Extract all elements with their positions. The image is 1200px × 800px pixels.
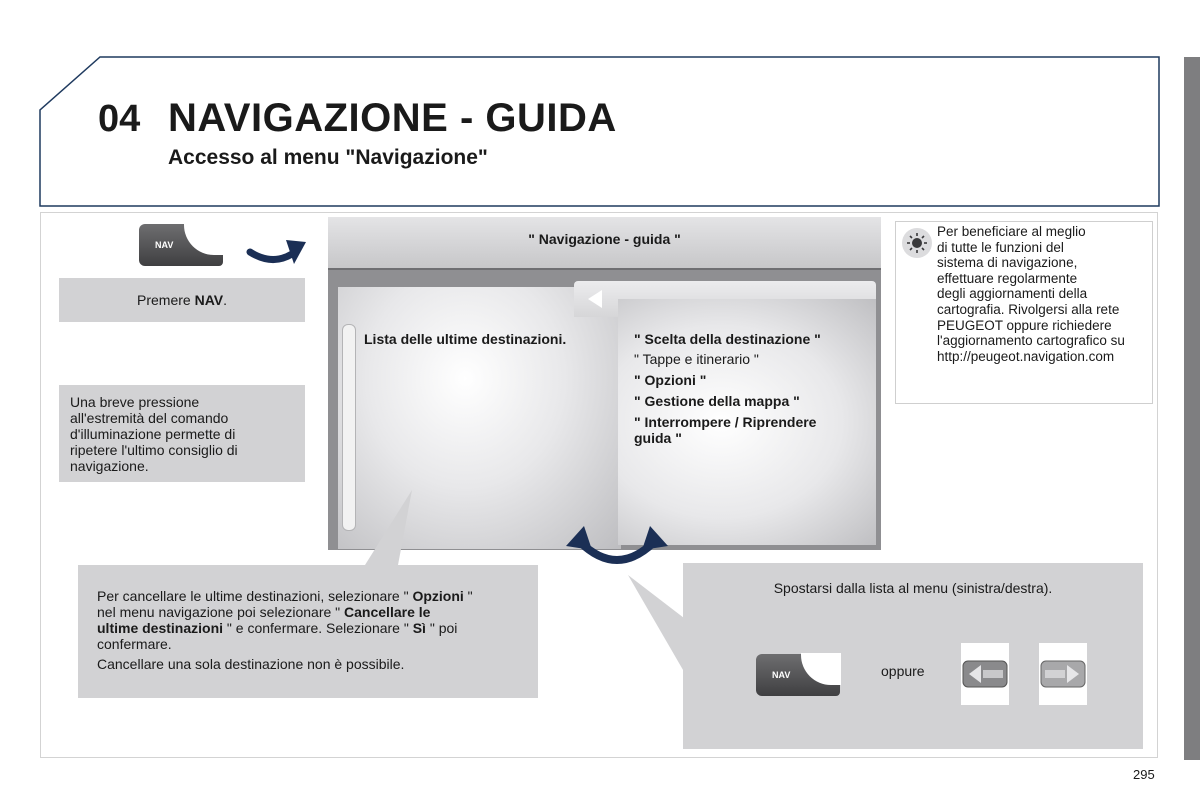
short-press-line: Una breve pressione xyxy=(70,394,200,410)
move-note-text: Spostarsi dalla lista al menu (sinistra/destra). xyxy=(773,580,1053,596)
delete-note-l1b: Opzioni xyxy=(412,588,464,604)
press-nav-suffix: . xyxy=(223,292,227,308)
delete-note-l2a: nel menu navigazione poi selezionare " xyxy=(97,604,345,620)
tip-line: degli aggiornamenti della xyxy=(937,286,1088,302)
delete-note-line xyxy=(97,604,473,620)
tip-line: Per beneficiare al meglio xyxy=(937,224,1086,239)
delete-note-box xyxy=(78,565,538,698)
delete-note-l1a: Per cancellare le ultime destinazioni, selezionare " xyxy=(97,588,413,604)
delete-note-l2b: Cancellare le xyxy=(344,604,431,620)
left-button-image xyxy=(961,643,1009,705)
oppure-text: oppure xyxy=(881,663,925,679)
short-press-line: all'estremità del comando xyxy=(70,410,229,426)
short-press-line: navigazione. xyxy=(70,458,149,474)
tip-line: sistema di navigazione, xyxy=(937,255,1078,271)
short-press-line: ripetere l'ultimo consiglio di xyxy=(70,442,238,458)
nav-key-image-2 xyxy=(756,654,840,696)
tip-line: l'aggiornamento cartografico su xyxy=(937,333,1125,349)
menu-item-stop-resume-cont[interactable]: guida " xyxy=(634,430,682,446)
short-press-line: d'illuminazione permette di xyxy=(70,426,236,442)
page-subtitle: Accesso al menu "Navigazione" xyxy=(168,146,488,169)
right-button-image xyxy=(1039,643,1087,705)
nav-key-label: NAV xyxy=(155,240,174,250)
press-nav-prefix: Premere xyxy=(137,292,195,308)
delete-note-l3c: Sì xyxy=(412,620,426,636)
nav-key-label: NAV xyxy=(772,670,791,680)
delete-note-l3b: " e confermare. Selezionare " xyxy=(223,620,413,636)
menu-item-stop-resume[interactable]: " Interrompere / Riprendere xyxy=(634,414,817,430)
delete-note-l3a: ultime destinazioni xyxy=(97,620,224,636)
menu-item-map[interactable]: " Gestione della mappa " xyxy=(634,393,800,409)
menu-item-options[interactable]: " Opzioni " xyxy=(634,372,707,388)
delete-note-line xyxy=(97,588,473,604)
left-arrow-button-icon xyxy=(961,643,1009,705)
delete-note-text xyxy=(97,588,473,672)
tip-line: http://peugeot.navigation.com xyxy=(937,348,1115,364)
delete-note-l1c: " xyxy=(463,588,473,604)
tip-line: di tutte le funzioni del xyxy=(937,239,1064,255)
delete-note-line: confermare. xyxy=(97,636,172,652)
menu-item-itinerary[interactable]: " Tappe e itinerario " xyxy=(634,351,759,367)
delete-note-line: Cancellare una sola destinazione non è possibile. xyxy=(97,656,405,672)
move-note-box xyxy=(683,563,1143,749)
tip-line: PEUGEOT oppure richiedere xyxy=(937,317,1112,333)
press-nav-key: NAV xyxy=(194,292,224,308)
list-label[interactable]: Lista delle ultime destinazioni. xyxy=(364,331,567,347)
page-title: NAVIGAZIONE - GUIDA xyxy=(168,96,617,140)
page-number: 295 xyxy=(1133,767,1155,782)
tip-line: cartografia. Rivolgersi alla rete xyxy=(937,301,1120,317)
chapter-number: 04 xyxy=(98,98,141,140)
right-arrow-button-icon xyxy=(1039,643,1087,705)
screen-title: " Navigazione - guida " xyxy=(528,231,681,247)
tip-line: effettuare regolarmente xyxy=(937,270,1078,286)
left-right-arrows-icon xyxy=(562,520,672,566)
delete-note-line xyxy=(97,620,473,636)
menu-item-destination[interactable]: " Scelta della destinazione " xyxy=(634,331,821,347)
delete-note-l3d: " poi xyxy=(425,620,458,636)
